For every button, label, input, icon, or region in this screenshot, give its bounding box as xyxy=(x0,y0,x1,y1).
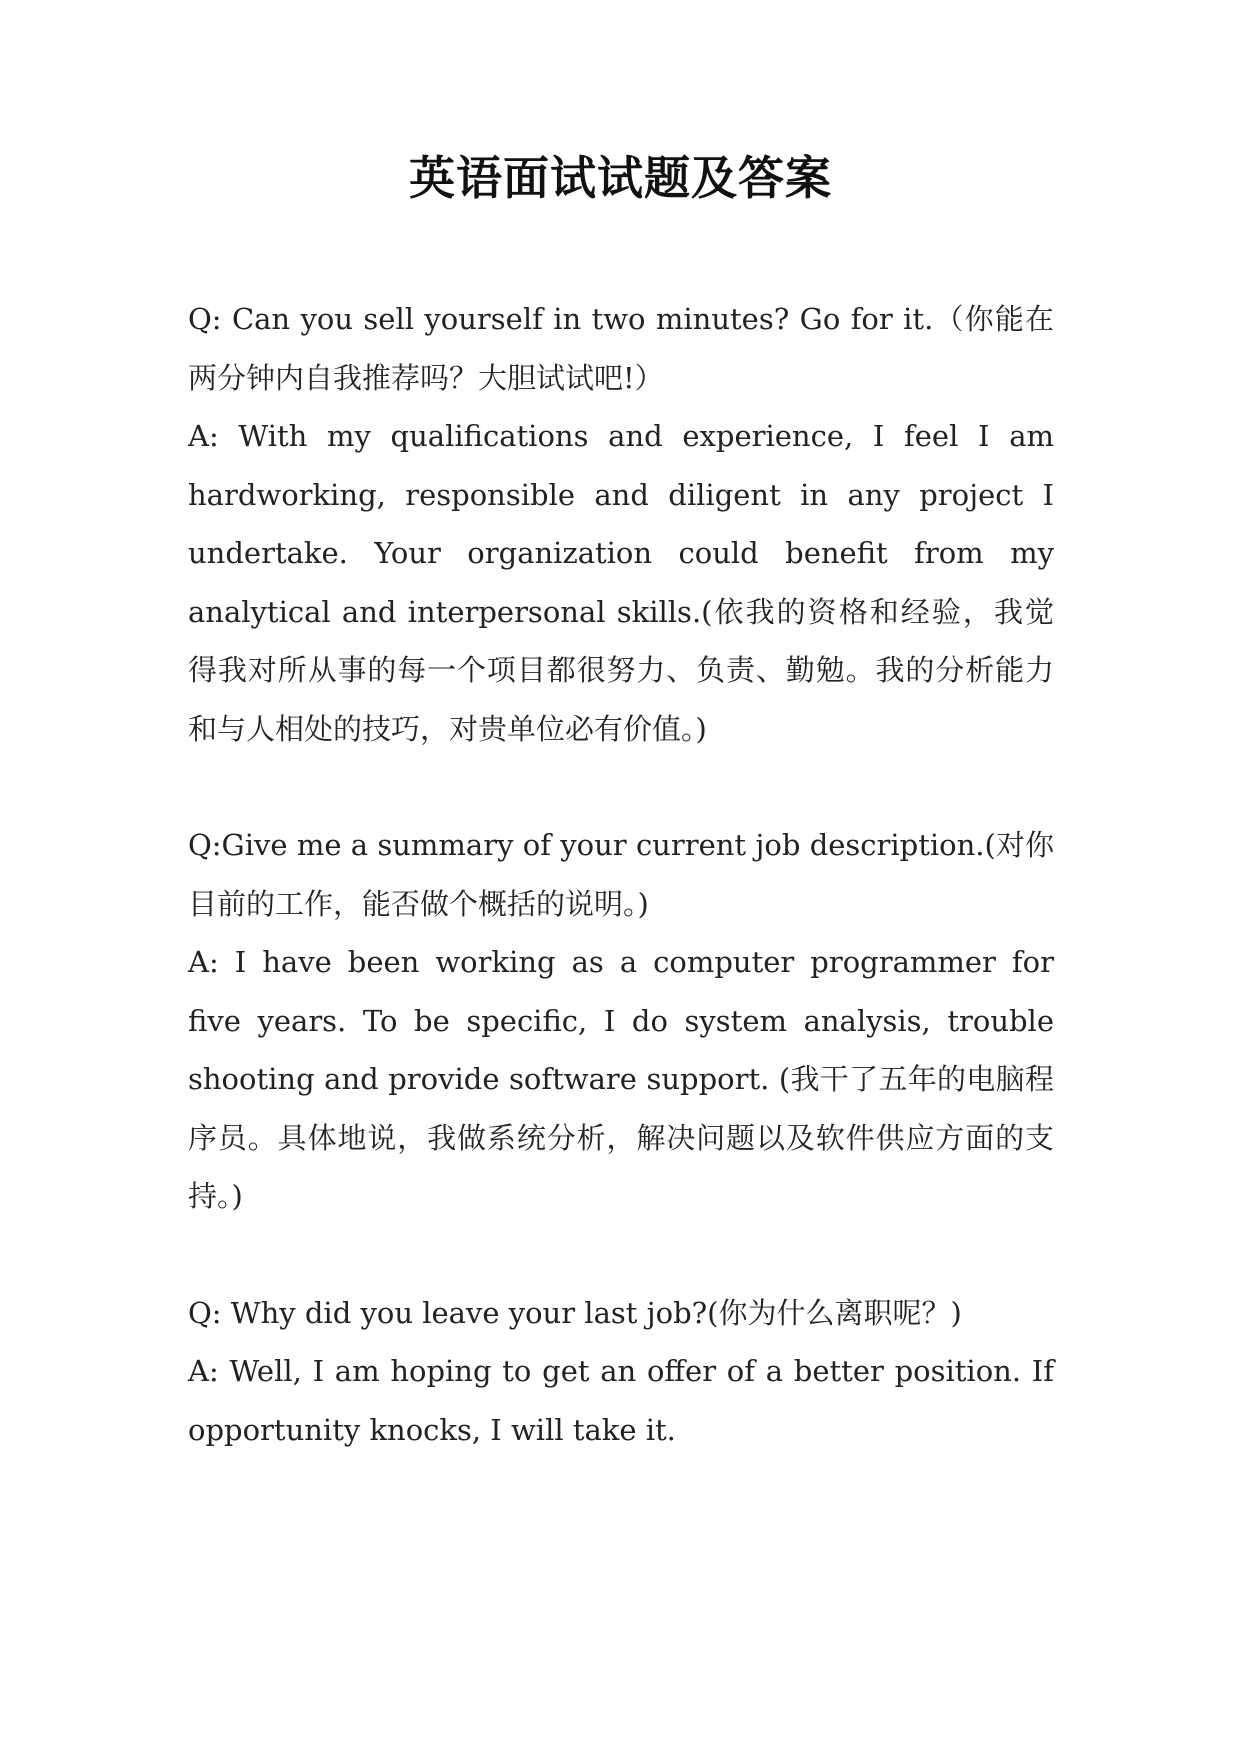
question-text: Q: Why did you leave your last job?(你为什么离职呢？) xyxy=(188,1295,962,1330)
qa-block xyxy=(188,816,1054,1226)
qa-block xyxy=(188,1284,1054,1460)
document-title: 英语面试试题及答案 xyxy=(409,151,832,205)
qa-block xyxy=(188,290,1054,758)
answer-text: A: Well, I am hoping to get an offer of a better position. If opportunity knocks, I will take it. xyxy=(188,1354,1054,1447)
question-text: Q:Give me a summary of your current job description.(对你目前的工作，能否做个概括的说明。) xyxy=(188,828,1054,921)
question-text: Q: Can you sell yourself in two minutes? Go for it.（你能在两分钟内自我推荐吗？大胆试试吧!） xyxy=(188,302,1054,395)
document-body xyxy=(188,290,1054,1517)
answer-text: A: With my qualifications and experience, I feel I am hardworking, responsible and diligent in any project I undertake. Your organization could benefit from my analytical and interpersonal skills.(依我的资格和经验，我觉得我对所从事的每一个项目都很努力、负责、勤勉。我的分析能力和与人相处的技巧，对贵单位必有价值。) xyxy=(188,419,1054,746)
answer-text: A: I have been working as a computer programmer for five years. To be specific, I do system analysis, trouble shooting and provide software support. (我干了五年的电脑程序员。具体地说，我做系统分析，解决问题以及软件供应方面的支持。) xyxy=(188,945,1054,1213)
